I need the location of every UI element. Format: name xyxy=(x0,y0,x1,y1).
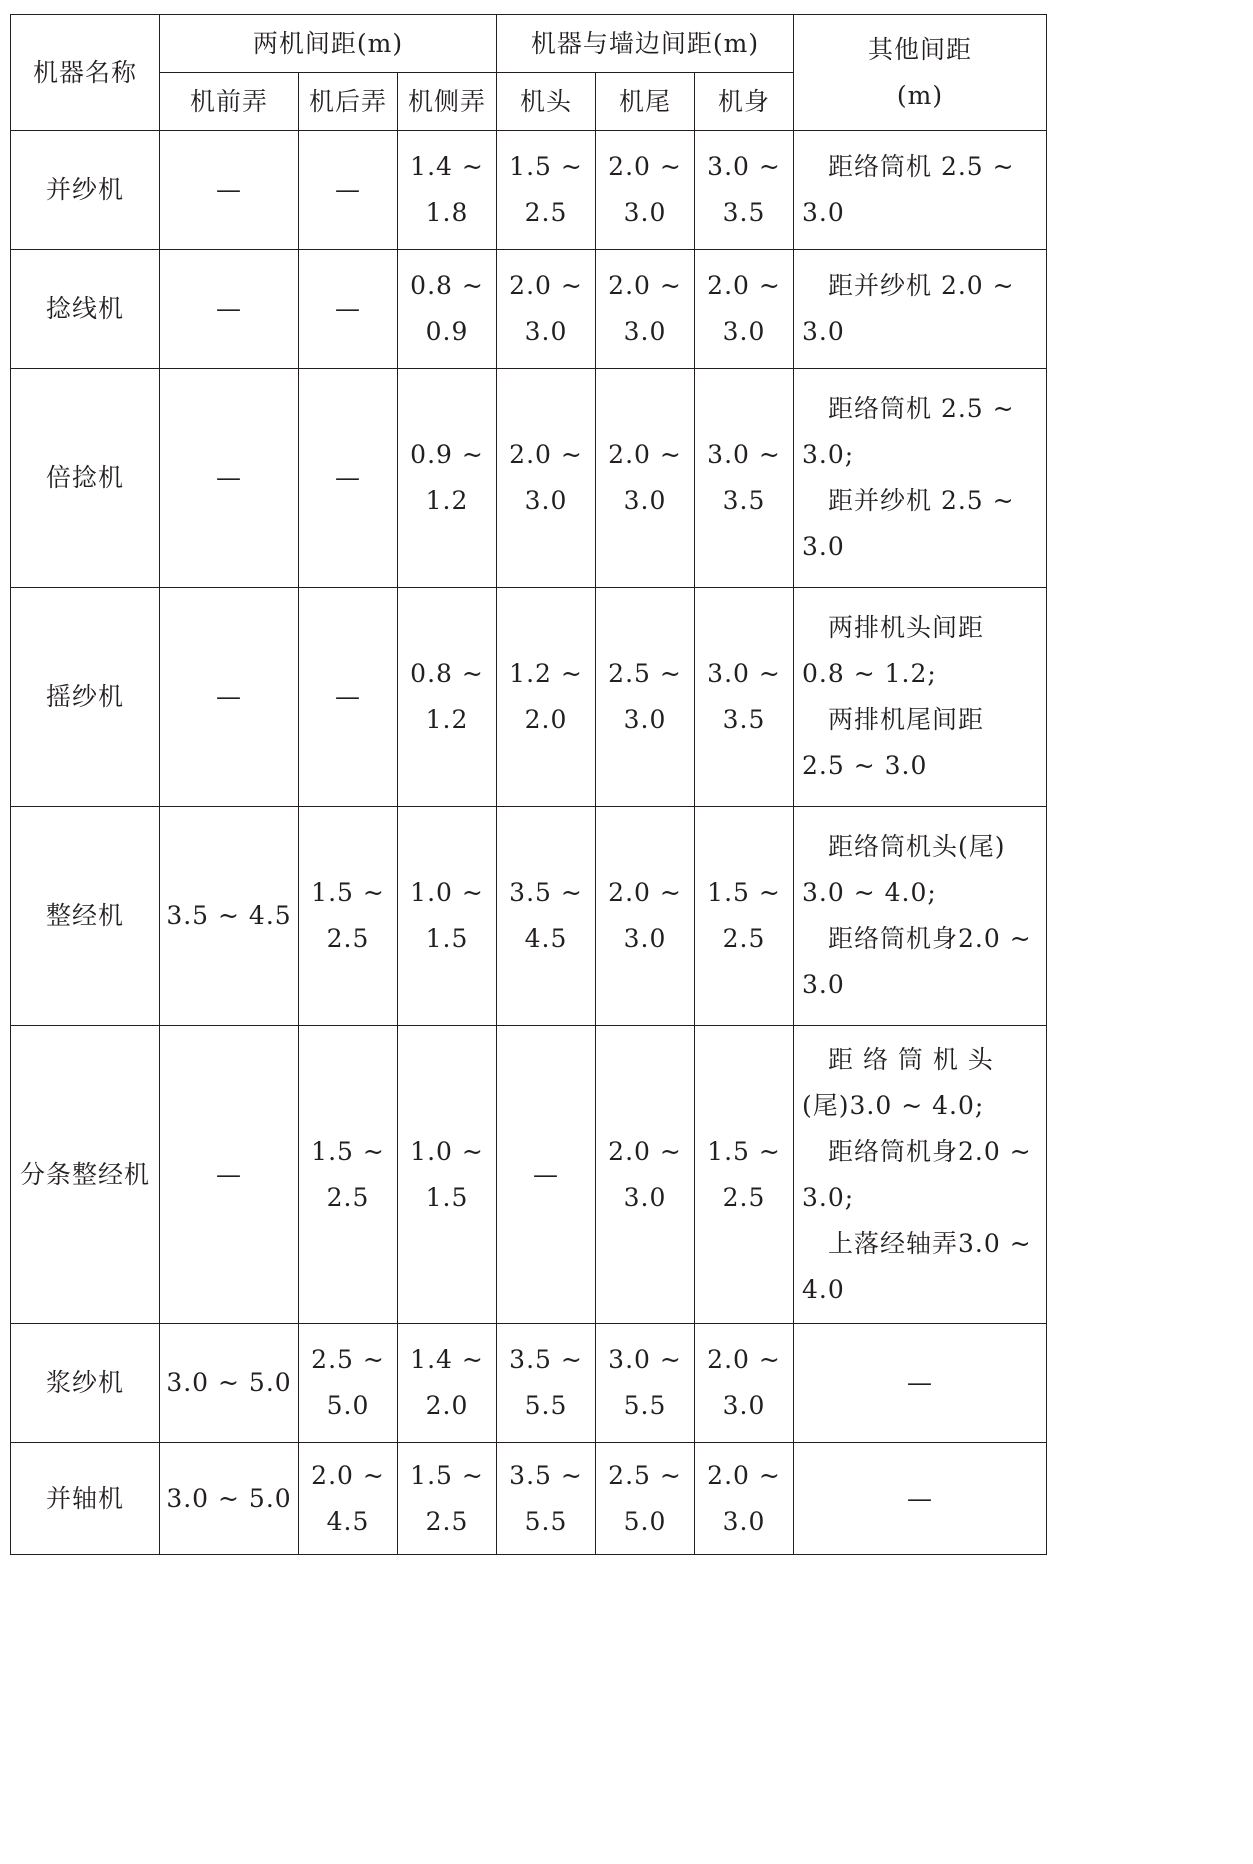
side-aisle-cell xyxy=(398,1324,497,1443)
back-aisle-cell xyxy=(299,807,398,1026)
header-other-spacing xyxy=(794,15,1047,131)
other-spacing-line: 上落经轴弄3.0 ~ xyxy=(802,1228,1032,1258)
cell-line: 2.5 ~ xyxy=(311,1345,385,1374)
cell-line: 1.0 ~ xyxy=(410,1136,484,1166)
body-cell xyxy=(695,588,794,807)
cell-line: 0.8 ~ xyxy=(410,659,484,688)
cell-line: 2.5 xyxy=(722,1182,766,1212)
cell-line: 2.0 ~ xyxy=(707,1345,781,1374)
head-cell xyxy=(497,131,596,250)
machine-name-cell: 并轴机 xyxy=(11,1443,160,1555)
cell-line: 2.5 ~ xyxy=(608,1460,682,1490)
front-aisle-cell xyxy=(160,588,299,807)
other-spacing-line: 4.0 xyxy=(802,1274,845,1304)
other-spacing-line: 3.0 xyxy=(802,317,845,346)
cell-line: 2.0 xyxy=(425,1391,469,1420)
cell-line: 4.5 xyxy=(524,924,568,953)
cell-line: 3.0 xyxy=(722,317,766,346)
cell-line: 1.5 xyxy=(425,1182,469,1212)
table-row xyxy=(11,807,1047,1026)
cell-line: — xyxy=(335,682,361,711)
cell-line: 2.0 ~ xyxy=(608,152,682,181)
cell-line: 3.0 ~ xyxy=(608,1345,682,1374)
cell-line: 3.0 xyxy=(623,317,667,346)
other-spacing-line: — xyxy=(907,1368,933,1397)
cell-line: 1.5 ~ xyxy=(311,878,385,907)
cell-line: 3.5 ~ xyxy=(509,1345,583,1374)
header-machine-body: 机身 xyxy=(695,73,794,131)
cell-line: 2.5 xyxy=(326,924,370,953)
body-cell xyxy=(695,807,794,1026)
table-row xyxy=(11,1324,1047,1443)
back-aisle-cell xyxy=(299,250,398,369)
tail-cell xyxy=(596,1026,695,1324)
cell-line: 2.0 ~ xyxy=(707,1460,781,1490)
side-aisle-cell xyxy=(398,131,497,250)
table-row xyxy=(11,250,1047,369)
other-spacing-line: 距并纱机 2.0 ~ xyxy=(802,271,1015,300)
cell-line: 1.5 xyxy=(425,924,469,953)
other-spacing-cell xyxy=(794,250,1047,369)
head-cell xyxy=(497,807,596,1026)
cell-line: — xyxy=(533,1159,559,1189)
front-aisle-cell xyxy=(160,369,299,588)
cell-line: 1.5 ~ xyxy=(707,878,781,907)
cell-line: 2.0 ~ xyxy=(509,440,583,469)
head-cell xyxy=(497,588,596,807)
other-spacing-cell xyxy=(794,131,1047,250)
cell-line: — xyxy=(216,682,242,711)
cell-line: 1.2 ~ xyxy=(509,659,583,688)
cell-line: 3.5 ~ 4.5 xyxy=(166,901,292,930)
side-aisle-cell xyxy=(398,1026,497,1324)
other-spacing-line: 距 络 筒 机 头 xyxy=(802,1044,994,1074)
other-spacing-line: 距络筒机 2.5 ~ xyxy=(802,152,1015,181)
other-spacing-line: 0.8 ~ 1.2; xyxy=(802,659,937,688)
other-spacing-line: 3.0 xyxy=(802,532,845,561)
cell-line: 3.0 ~ xyxy=(707,440,781,469)
header-front-aisle: 机前弄 xyxy=(160,73,299,131)
cell-line: 3.5 xyxy=(722,198,766,227)
head-cell xyxy=(497,369,596,588)
cell-line: 0.9 ~ xyxy=(410,440,484,469)
other-spacing-cell xyxy=(794,807,1047,1026)
cell-line: 3.0 xyxy=(524,486,568,515)
cell-line: 1.0 ~ xyxy=(410,878,484,907)
back-aisle-cell xyxy=(299,588,398,807)
cell-line: 2.5 ~ xyxy=(608,659,682,688)
cell-line: 2.0 ~ xyxy=(707,271,781,300)
other-spacing-line: 距络筒机 2.5 ~ xyxy=(802,394,1015,423)
machine-name-cell: 摇纱机 xyxy=(11,588,160,807)
head-cell xyxy=(497,1026,596,1324)
cell-line: 1.5 ~ xyxy=(311,1136,385,1166)
back-aisle-cell xyxy=(299,131,398,250)
cell-line: 2.0 xyxy=(524,705,568,734)
tail-cell xyxy=(596,807,695,1026)
header-side-aisle: 机侧弄 xyxy=(398,73,497,131)
header-row-1 xyxy=(11,15,1047,73)
tail-cell xyxy=(596,1324,695,1443)
cell-line: 1.4 ~ xyxy=(410,1345,484,1374)
other-spacing-line: 3.0; xyxy=(802,440,855,469)
other-spacing-line: 距络筒机头(尾) xyxy=(802,832,1006,861)
table-body xyxy=(11,131,1047,1555)
front-aisle-cell xyxy=(160,1443,299,1555)
back-aisle-cell xyxy=(299,1443,398,1555)
side-aisle-cell xyxy=(398,1443,497,1555)
cell-line: 2.0 ~ xyxy=(509,271,583,300)
front-aisle-cell xyxy=(160,1324,299,1443)
cell-line: — xyxy=(335,463,361,492)
cell-line: 3.0 xyxy=(623,198,667,227)
cell-line: 2.0 ~ xyxy=(608,878,682,907)
cell-line: 5.0 xyxy=(326,1391,370,1420)
tail-cell xyxy=(596,1443,695,1555)
machine-name-cell: 倍捻机 xyxy=(11,369,160,588)
cell-line: 3.0 ~ 5.0 xyxy=(166,1368,292,1397)
cell-line: 3.5 ~ xyxy=(509,878,583,907)
head-cell xyxy=(497,250,596,369)
front-aisle-cell xyxy=(160,131,299,250)
cell-line: — xyxy=(335,294,361,323)
machine-spacing-table xyxy=(10,14,1047,1555)
other-spacing-cell xyxy=(794,1026,1047,1324)
tail-cell xyxy=(596,131,695,250)
body-cell xyxy=(695,250,794,369)
side-aisle-cell xyxy=(398,250,497,369)
cell-line: 2.5 xyxy=(425,1506,469,1536)
back-aisle-cell xyxy=(299,1324,398,1443)
cell-line: 1.4 ~ xyxy=(410,152,484,181)
table-row xyxy=(11,369,1047,588)
machine-name-cell: 浆纱机 xyxy=(11,1324,160,1443)
machine-name-cell: 整经机 xyxy=(11,807,160,1026)
front-aisle-cell xyxy=(160,1026,299,1324)
cell-line: 3.0 xyxy=(524,317,568,346)
side-aisle-cell xyxy=(398,369,497,588)
cell-line: 3.5 ~ xyxy=(509,1460,583,1490)
header-two-machine-spacing: 两机间距(m) xyxy=(160,15,497,73)
side-aisle-cell xyxy=(398,588,497,807)
table-row xyxy=(11,131,1047,250)
machine-name-cell: 并纱机 xyxy=(11,131,160,250)
cell-line: 3.5 xyxy=(722,705,766,734)
cell-line: 0.9 xyxy=(425,317,469,346)
body-cell xyxy=(695,1324,794,1443)
header-wall-spacing: 机器与墙边间距(m) xyxy=(497,15,794,73)
machine-name-cell: 分条整经机 xyxy=(11,1026,160,1324)
cell-line: 3.0 xyxy=(722,1506,766,1536)
cell-line: 4.5 xyxy=(326,1506,370,1536)
other-spacing-line: 两排机尾间距 xyxy=(802,705,985,734)
back-aisle-cell xyxy=(299,1026,398,1324)
body-cell xyxy=(695,1443,794,1555)
other-spacing-line: (尾)3.0 ~ 4.0; xyxy=(802,1090,985,1120)
other-spacing-line: 3.0 xyxy=(802,970,845,999)
cell-line: 3.0 xyxy=(623,705,667,734)
head-cell xyxy=(497,1324,596,1443)
other-spacing-line: 距络筒机身2.0 ~ xyxy=(802,1136,1032,1166)
cell-line: 2.0 ~ xyxy=(311,1460,385,1490)
machine-name-cell: 捻线机 xyxy=(11,250,160,369)
tail-cell xyxy=(596,369,695,588)
cell-line: 0.8 ~ xyxy=(410,271,484,300)
table-header xyxy=(11,15,1047,131)
cell-line: 5.5 xyxy=(623,1391,667,1420)
cell-line: 2.0 ~ xyxy=(608,440,682,469)
cell-line: 5.0 xyxy=(623,1506,667,1536)
cell-line: 3.5 xyxy=(722,486,766,515)
front-aisle-cell xyxy=(160,250,299,369)
other-spacing-cell xyxy=(794,1324,1047,1443)
cell-line: 1.2 xyxy=(425,486,469,515)
cell-line: 2.0 ~ xyxy=(608,271,682,300)
cell-line: 2.0 ~ xyxy=(608,1136,682,1166)
other-spacing-line: 距络筒机身2.0 ~ xyxy=(802,924,1032,953)
cell-line: — xyxy=(216,463,242,492)
other-spacing-line: 3.0 ~ 4.0; xyxy=(802,878,937,907)
back-aisle-cell xyxy=(299,369,398,588)
cell-line: 3.0 ~ xyxy=(707,659,781,688)
cell-line: 3.0 xyxy=(722,1391,766,1420)
front-aisle-cell xyxy=(160,807,299,1026)
cell-line: 1.5 ~ xyxy=(707,1136,781,1166)
cell-line: 2.5 xyxy=(326,1182,370,1212)
cell-line: 1.5 ~ xyxy=(410,1460,484,1490)
other-spacing-line: — xyxy=(907,1483,933,1513)
cell-line: 3.0 xyxy=(623,486,667,515)
cell-line: 3.0 ~ 5.0 xyxy=(166,1483,292,1513)
other-spacing-line: 2.5 ~ 3.0 xyxy=(802,751,928,780)
cell-line: 3.0 xyxy=(623,1182,667,1212)
other-spacing-line: 3.0; xyxy=(802,1182,855,1212)
table-row xyxy=(11,1026,1047,1324)
cell-line: 3.0 ~ xyxy=(707,152,781,181)
side-aisle-cell xyxy=(398,807,497,1026)
table-row xyxy=(11,588,1047,807)
cell-line: 5.5 xyxy=(524,1506,568,1536)
cell-line: — xyxy=(216,294,242,323)
tail-cell xyxy=(596,250,695,369)
cell-line: 1.2 xyxy=(425,705,469,734)
header-machine-name: 机器名称 xyxy=(11,15,160,131)
header-machine-head: 机头 xyxy=(497,73,596,131)
other-spacing-cell xyxy=(794,369,1047,588)
cell-line: — xyxy=(216,175,242,204)
other-spacing-cell xyxy=(794,588,1047,807)
cell-line: 3.0 xyxy=(623,924,667,953)
table-row xyxy=(11,1443,1047,1555)
cell-line: — xyxy=(216,1159,242,1189)
body-cell xyxy=(695,131,794,250)
body-cell xyxy=(695,369,794,588)
other-spacing-cell xyxy=(794,1443,1047,1555)
cell-line: 5.5 xyxy=(524,1391,568,1420)
other-spacing-line: 两排机头间距 xyxy=(802,613,985,642)
header-machine-tail: 机尾 xyxy=(596,73,695,131)
header-other-unit: (m) xyxy=(896,80,944,110)
cell-line: 2.5 xyxy=(524,198,568,227)
cell-line: 2.5 xyxy=(722,924,766,953)
cell-line: 1.5 ~ xyxy=(509,152,583,181)
cell-line: — xyxy=(335,175,361,204)
head-cell xyxy=(497,1443,596,1555)
other-spacing-line: 距并纱机 2.5 ~ xyxy=(802,486,1015,515)
header-other-label: 其他间距 xyxy=(867,34,972,64)
cell-line: 1.8 xyxy=(425,198,469,227)
body-cell xyxy=(695,1026,794,1324)
header-back-aisle: 机后弄 xyxy=(299,73,398,131)
tail-cell xyxy=(596,588,695,807)
other-spacing-line: 3.0 xyxy=(802,198,845,227)
